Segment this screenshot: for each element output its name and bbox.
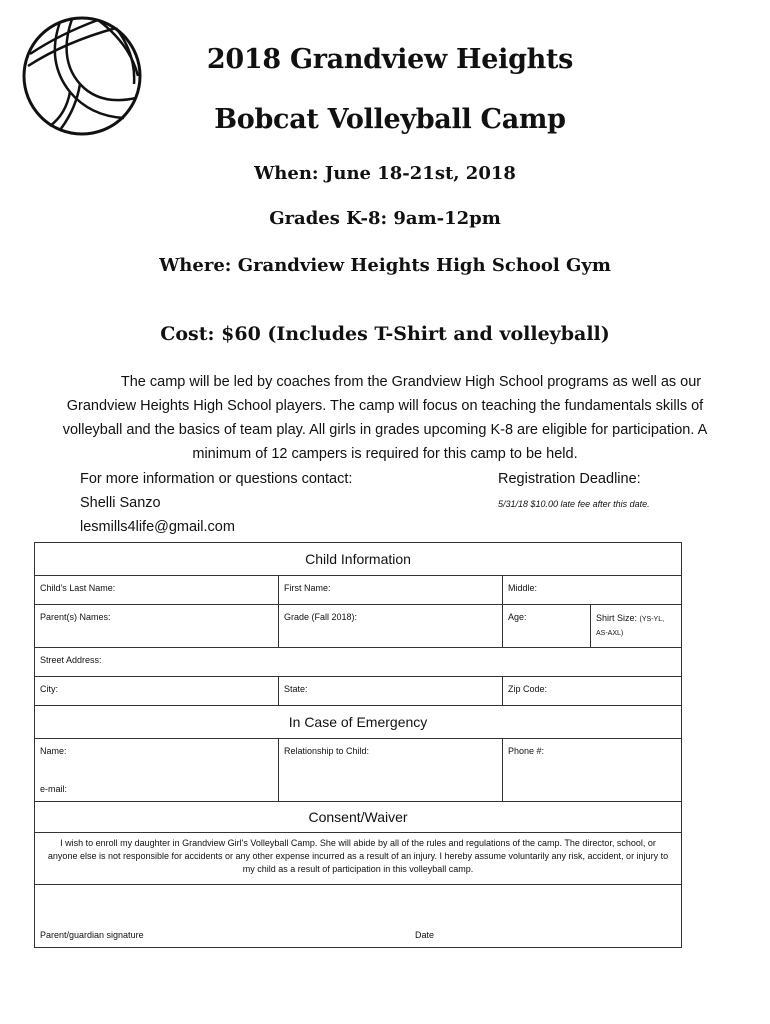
street-label: Street Address:: [40, 655, 102, 665]
child-info-header: Child Information: [35, 543, 682, 576]
signature-label: Parent/guardian signature: [40, 930, 144, 940]
city-field[interactable]: [35, 677, 279, 706]
description-text: The camp will be led by coaches from the Grandview High School programs as well as our Grandview Heights High School players. The camp will focus on teaching the fundamentals skills of volleyball and the basics of team play. All girls in grades upcoming K-8 are eligible for participation. A minimum of 12 campers is required for this camp to be held.: [62, 374, 708, 462]
relationship-field[interactable]: [279, 739, 503, 802]
registration-form: [34, 542, 682, 948]
state-label: State:: [284, 684, 308, 694]
shirt-size-field[interactable]: [591, 605, 682, 648]
where-line: Where: Grandview Heights High School Gym: [159, 255, 611, 276]
signature-field[interactable]: [35, 885, 682, 948]
emergency-email-label: e-mail:: [40, 784, 68, 794]
emergency-name-label: Name:: [40, 746, 67, 756]
description-paragraph: [40, 370, 730, 466]
consent-text: I wish to enroll my daughter in Grandview Girl's Volleyball Camp. She will abide by all of the rules and regulations of the camp. The director, school, or anyone else is not responsible for accidents or any other expense incurred as a result of an injury. I hereby assume voluntarily any risk, accident, or injury to my child as a result of participation in this volleyball camp.: [35, 833, 682, 885]
phone-label: Phone #:: [508, 746, 545, 756]
relationship-label: Relationship to Child:: [284, 746, 370, 756]
parents-label: Parent(s) Names:: [40, 612, 111, 622]
cost-line: Cost: $60 (Includes T-Shirt and volleyball): [160, 323, 610, 345]
first-name-field[interactable]: [279, 576, 503, 605]
shirt-size-note: (YS-YL, AS-AXL): [596, 616, 665, 637]
deadline-note: 5/31/18 $10.00 late fee after this date.: [498, 499, 650, 509]
when-line: When: June 18-21st, 2018: [254, 163, 516, 184]
state-field[interactable]: [279, 677, 503, 706]
last-name-field[interactable]: [35, 576, 279, 605]
city-label: City:: [40, 684, 58, 694]
grade-label: Grade (Fall 2018):: [284, 612, 358, 622]
emergency-contact-field[interactable]: [35, 739, 279, 802]
deadline-label: Registration Deadline:: [498, 471, 641, 487]
shirt-size-label: Shirt Size:: [596, 613, 638, 623]
middle-field[interactable]: [503, 576, 682, 605]
zip-field[interactable]: [503, 677, 682, 706]
consent-header: Consent/Waiver: [35, 802, 682, 833]
street-field[interactable]: [35, 648, 682, 677]
date-label: Date: [415, 930, 435, 940]
title-line2: Bobcat Volleyball Camp: [214, 104, 566, 135]
middle-label: Middle:: [508, 583, 538, 593]
age-label: Age:: [508, 612, 527, 622]
last-name-label: Child's Last Name:: [40, 583, 116, 593]
volleyball-icon: [20, 14, 144, 138]
grades-line: Grades K-8: 9am-12pm: [269, 208, 501, 229]
phone-field[interactable]: [503, 739, 682, 802]
grade-field[interactable]: [279, 605, 503, 648]
contact-email: lesmills4life@gmail.com: [80, 519, 235, 535]
title-line1: 2018 Grandview Heights: [206, 44, 574, 75]
contact-label: For more information or questions contact:: [80, 471, 353, 487]
age-field[interactable]: [503, 605, 591, 648]
first-name-label: First Name:: [284, 583, 331, 593]
emergency-header: In Case of Emergency: [35, 706, 682, 739]
parents-field[interactable]: [35, 605, 279, 648]
contact-name: Shelli Sanzo: [80, 495, 161, 511]
zip-label: Zip Code:: [508, 684, 548, 694]
